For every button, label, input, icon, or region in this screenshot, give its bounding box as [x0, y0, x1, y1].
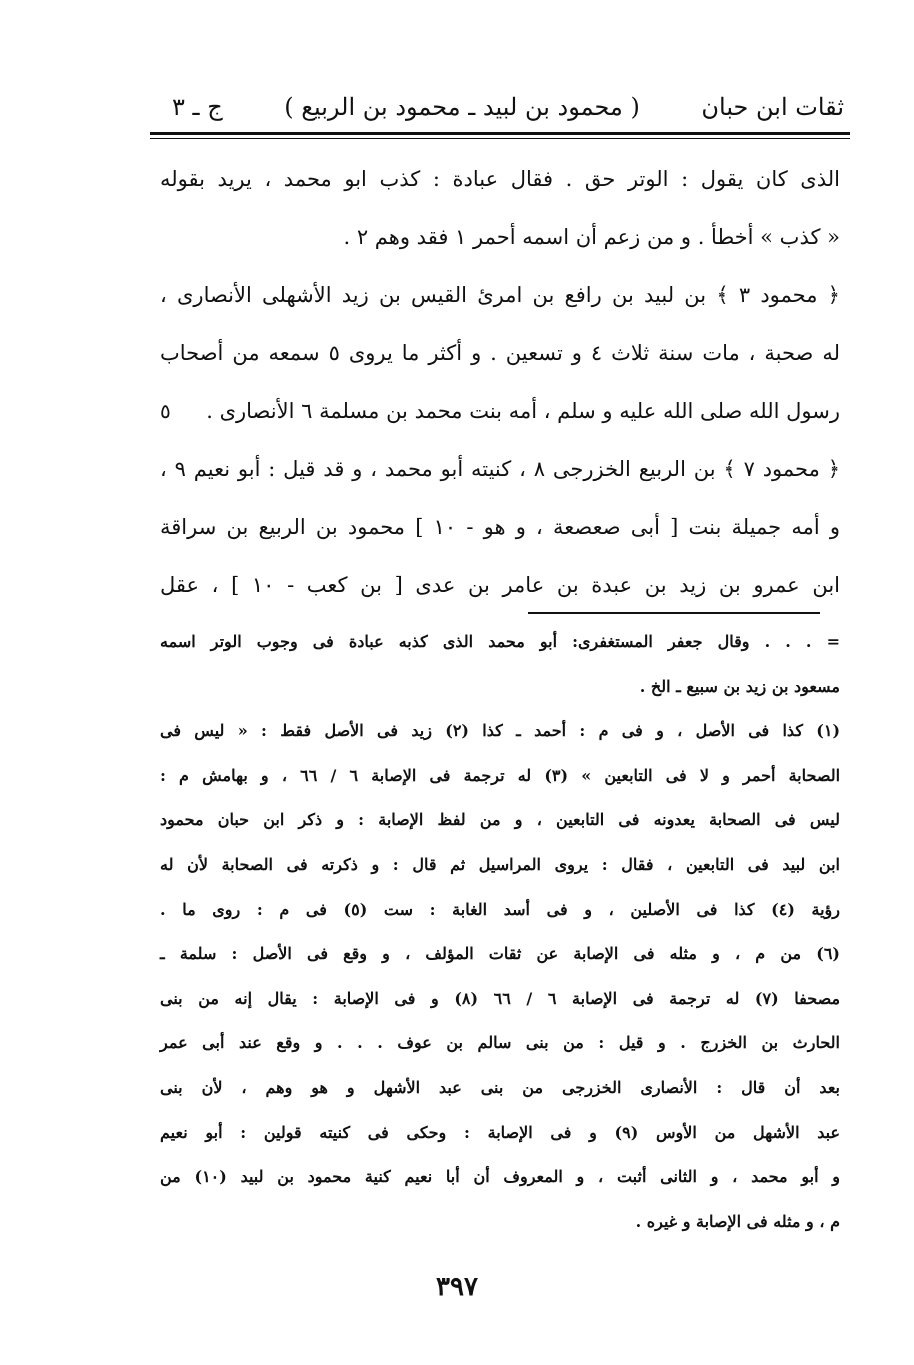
- footnote-line: و أبو محمد ، و الثانى أثبت ، و المعروف أن أبا نعيم كنية محمود بن لبيد (١٠) من: [160, 1167, 841, 1187]
- footnote-line: ليس فى الصحابة يعدونه فى التابعين ، و من لفظ الإصابة : و ذكر ابن حبان محمود: [160, 810, 840, 830]
- main-text: [160, 150, 840, 614]
- page-number: ٣٩٧: [436, 1272, 478, 1302]
- footnote-line: مسعود بن زيد بن سبيع ـ الخ .: [639, 676, 840, 696]
- numbered-line: [160, 382, 840, 440]
- header-rule-thick: [150, 132, 850, 135]
- footnotes: [160, 620, 840, 1244]
- footnote-line: ابن لبيد فى التابعين ، فقال : يروى المراسيل ثم قال : و ذكرته فى الصحابة لأن له: [160, 854, 840, 874]
- footnote-line: مصحفا (٧) له ترجمة فى الإصابة ٦ / ٦٦ (٨) و فى الإصابة : يقال إنه من بنى: [160, 988, 841, 1008]
- footnote-line: = . . . وقال جعفر المستغفرى: أبو محمد الذى كذبه عبادة فى وجوب الوتر اسمه: [160, 632, 840, 651]
- text-line: له صحبة ، مات سنة ثلاث ٤ و تسعين . و أكثر ما يروى ٥ سمعه من أصحاب: [160, 341, 840, 365]
- text-line: « كذب » أخطأ . و من زعم أن اسمه أحمر ١ فقد وهم ٢ .: [343, 225, 840, 249]
- footnote-line: بعد أن قال : الأنصارى الخزرجى من بنى عبد الأشهل و هو وهم ، لأن بنى: [160, 1077, 840, 1097]
- footnote-line: رؤية (٤) كذا فى الأصلين ، و فى أسد الغابة : ست (٥) فى م : روى ما .: [160, 899, 840, 919]
- text-line: و أمه جميلة بنت [ أبى صعصعة ، و هو - ١٠ ] محمود بن الربيع بن سراقة: [160, 515, 840, 539]
- text-line: ﴿ محمود ٧ ﴾ بن الربيع الخزرجى ٨ ، كنيته أبو محمد ، و قد قيل : أبو نعيم ٩ ،: [160, 457, 840, 481]
- text-line: ﴿ محمود ٣ ﴾ بن لبيد بن رافع بن امرئ القيس بن زيد الأشهلى الأنصارى ،: [160, 283, 840, 307]
- footnote-line: الصحابة أحمر و لا فى التابعين » (٣) له ترجمة فى الإصابة ٦ / ٦٦ ، و بهامش م :: [160, 765, 841, 785]
- section-title: ( محمود بن لبيد ـ محمود بن الربيع ): [284, 93, 640, 121]
- text-line: الذى كان يقول : الوتر حق . فقال عبادة : كذب ابو محمد ، يريد بقوله: [160, 167, 840, 191]
- text-line: ابن عمرو بن زيد بن عبدة بن عامر بن عدى [ بن كعب - ١٠ ] ، عقل: [160, 573, 840, 597]
- footnote-line: م ، و مثله فى الإصابة و غيره .: [635, 1211, 840, 1231]
- footnote-line: عبد الأشهل من الأوس (٩) و فى الإصابة : وحكى فى كنيته قولين : أبو نعيم: [160, 1122, 841, 1142]
- footnote-separator: [528, 612, 820, 614]
- volume-label: ج ـ ٣: [172, 93, 223, 121]
- book-title: ثقات ابن حبان: [701, 93, 844, 121]
- footnote-line: الحارث بن الخزرج . و قيل : من بنى سالم بن عوف . . . و وقع عند أبى عمر: [160, 1033, 840, 1053]
- header-rule-thin: [150, 138, 850, 139]
- footnote-line: (٦) من م ، و مثله فى الإصابة عن ثقات المؤلف ، و وقع فى الأصل : سلمة ـ: [160, 944, 840, 964]
- line-number: ٥: [160, 399, 171, 423]
- running-header: [172, 86, 844, 128]
- footnote-line: (١) كذا فى الأصل ، و فى م : أحمد ـ كذا (٢) زيد فى الأصل فقط : « ليس فى: [160, 721, 841, 741]
- text-line: رسول الله صلى الله عليه و سلم ، أمه بنت محمد بن مسلمة ٦ الأنصارى .: [206, 399, 840, 423]
